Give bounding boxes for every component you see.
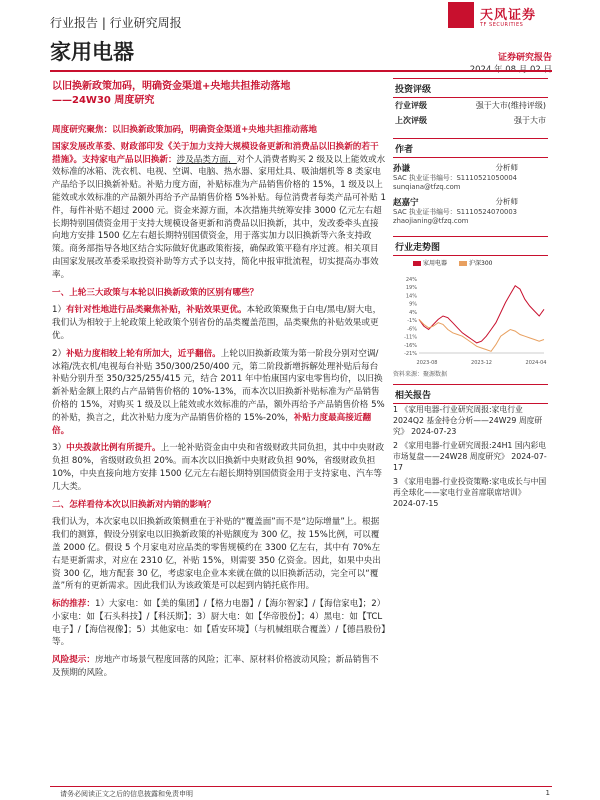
- series-line: [419, 286, 544, 343]
- company-logo: [448, 2, 548, 32]
- policy-underline: 涉及品类方面，: [176, 154, 237, 165]
- main-column: [52, 124, 386, 685]
- report-title-line2: ——24W30 周度研究: [52, 95, 155, 106]
- risk-text: 房地产市场景气程度回落的风险；汇率、原材料价格波动风险；新品销售不及预期的风险。: [52, 655, 379, 679]
- author-header: 作者: [393, 138, 548, 158]
- related-header: 相关报告: [393, 384, 548, 404]
- legend-label: 沪深300: [469, 260, 493, 267]
- trend-chart-svg: [393, 275, 548, 367]
- doc-type: 证券研究报告: [497, 53, 552, 63]
- legend-swatch-icon: [413, 261, 421, 266]
- section-heading-2: 二、怎样看待本次以旧换新对内销的影响？: [52, 499, 216, 510]
- report-title: [52, 80, 382, 108]
- section1-point1: [52, 304, 386, 342]
- logo-en-text: TF SECURITIES: [480, 22, 524, 28]
- y-tick-label: 9%: [409, 301, 417, 308]
- y-tick-label: 24%: [405, 277, 417, 283]
- y-tick-label: -6%: [407, 326, 417, 333]
- legend-swatch-icon: [459, 261, 467, 266]
- point-text: 本轮政策聚焦于白电/黑电/厨大电，我们认为相较于上轮政策上轮政策个别省份的品类覆盖范围，品类聚焦的补贴效果或更优。: [52, 305, 382, 341]
- targets-text: 1）大家电：如【美的集团】/【格力电器】/【海尔智家】/【海信家电】；2）小家电：如【石头科技】/【科沃斯】；3）厨大电：如【华帝股份】；4）黑电：如【TCL 电子】/【海信视像】；5）其他家电：如【盾安环境】（与机械组联合覆盖）/【德昌股份】等。: [52, 599, 386, 648]
- report-date: [470, 63, 552, 75]
- series-line: [419, 319, 544, 351]
- point-number: 2）: [52, 348, 67, 359]
- author-email[interactable]: sunqiana@tfzq.com: [393, 183, 461, 191]
- rating-label: 行业评级: [395, 101, 427, 110]
- y-tick-label: -16%: [404, 342, 417, 349]
- rating-header: 投资评级: [393, 78, 548, 98]
- related-item[interactable]: 3 《家用电器-行业投资策略:家电成长与中国再全球化——家电行业首席联席培训》 2024-07-15: [393, 477, 547, 508]
- rating-row: [393, 98, 548, 113]
- y-tick-label: 14%: [405, 293, 417, 300]
- point-highlight: 补贴力度最高接近翻倍。: [52, 412, 372, 436]
- risk-paragraph: [52, 654, 386, 680]
- chart-legend: [393, 256, 548, 269]
- author-cert: SAC 执业证书编号：S1110521050004: [393, 174, 517, 182]
- point-text: 上轮以旧换新政策为第一阶段分别对空调/冰箱/洗衣机/电视每台补贴 350/300/250/400 元，第二阶段新增拆解处理补贴后每台补贴分别升至 350/325/255/415 元，结合 2011 年中怡康国内家电零售均价，以旧换新补贴金额上限约占产品销售价格的 10%-13%，而本次以旧换新补贴标准为产品销售价格的 15%，对购买 1 级及以上能效或水效标准的产品，额外再给予产品销售价格 5%的补贴，换言之，此次补贴力度为产品销售价格的 15%-20%，: [52, 348, 385, 423]
- trend-header: 行业走势图: [393, 236, 548, 256]
- footer-disclaimer: 请务必阅读正文之后的信息披露和免责申明: [60, 790, 193, 798]
- y-tick-label: -1%: [407, 318, 417, 325]
- author-cert: SAC 执业证书编号：S1110524070003: [393, 208, 517, 216]
- author-entry: [393, 196, 548, 226]
- x-tick-label: 2023-08: [416, 360, 438, 366]
- related-list: [393, 404, 548, 509]
- author-entry: [393, 162, 548, 192]
- rating-row: [393, 113, 548, 128]
- summary-heading: 周度研究聚焦：以旧换新政策加码，明确资金渠道+央地共担推动落地: [52, 125, 318, 135]
- point-number: 3）: [52, 443, 67, 454]
- section1-point2: [52, 348, 386, 438]
- page-number: 1: [545, 789, 550, 797]
- legend-label: 家用电器: [423, 260, 448, 267]
- point-text: 上一轮补贴资金由中央和省级财政共同负担，其中中央财政负担 80%，省级财政负担 20%。而本次以旧换新中央财政负担 90%，省级财政负担 10%，中央直接向地方安排 1500 亿元左右超长期特别国债资金用于支持家电、汽车等几大类。: [52, 443, 385, 492]
- logo-cn-text: 天风证券: [480, 8, 537, 23]
- sidebar: [393, 76, 548, 512]
- author-role: 分析师: [495, 197, 518, 206]
- targets-label: 标的推荐：: [52, 599, 95, 610]
- targets-paragraph: [52, 598, 386, 649]
- industry-title: 家用电器: [50, 40, 134, 64]
- point-lead: 有针对性地进行品类聚焦补贴，补贴效果更优。: [66, 305, 247, 316]
- point-lead: 补贴力度相较上轮有所加大，近乎翻倍。: [66, 348, 221, 359]
- legend-item: [413, 258, 447, 267]
- author-name: 赵嘉宁: [393, 198, 419, 208]
- policy-lead: 国家发展改革委、财政部印发《关于加力支持大规模设备更新和消费品以旧换新的若干措施》。支持家电产品以旧换新：: [52, 141, 379, 165]
- section1-point3: [52, 442, 386, 493]
- y-tick-label: -11%: [404, 334, 417, 341]
- y-tick-label: 4%: [409, 309, 417, 316]
- section-heading-1: 一、上轮三大政策与本轮以旧换新政策的区别有哪些？: [52, 287, 259, 298]
- policy-rest: 对个人消费者购买 2 级及以上能效或水效标准的冰箱、洗衣机、电视、空调、电脑、热水器、家用灶具、吸油烟机等 8 类家电产品给予以旧换新补贴。补贴力度方面，补贴标准为产品销售价格的 15%，1 级及以上能效或水效标准的产品额外再给予产品销售价格 5%补贴。每位消费者每类产品可补贴 1 件，每件补贴不超过 2000 元。资金来源方面，本次措施共统筹安排 3000 亿元左右超长期特别国债资金用于支持大规模设备更新和消费品以旧换新，其中，发改委牵头直接向地方安排 1500 亿左右超长期特别国债资金，用于落实加力以旧换新等六条支持政策。商务部指导各地区结合实际做好优惠政策衔接，确保政策平稳有序过渡。相关项目由国家发展改革委采取投资补助等方式予以支持，简化申报审批流程，切实提高办事效率。: [52, 154, 386, 280]
- author-name: 孙谦: [393, 164, 411, 174]
- related-item[interactable]: 2 《家用电器-行业研究周报:24H1 国内彩电市场复盘——24W28 周度研究》 2024-07-17: [393, 441, 547, 472]
- trend-chart: [393, 275, 548, 367]
- x-tick-label: 2023-12: [471, 360, 492, 366]
- author-role: 分析师: [495, 163, 518, 172]
- related-item[interactable]: 1 《家用电器-行业研究周报:家电行业 2024Q2 基金持仓分析——24W29 周度研究》 2024-07-23: [393, 405, 543, 436]
- footer-rule: [50, 786, 552, 787]
- logo-mark-icon: [448, 2, 474, 28]
- report-title-line1: 以旧换新政策加码，明确资金渠道+央地共担推动落地: [52, 81, 291, 92]
- legend-item: [459, 258, 492, 267]
- rating-value: 强于大市: [514, 116, 546, 125]
- report-category-label: 行业报告 | 行业研究周报: [50, 16, 182, 30]
- y-tick-label: 19%: [405, 285, 417, 292]
- header-rule: [50, 70, 552, 72]
- y-tick-label: -21%: [404, 351, 417, 357]
- author-email[interactable]: zhaojianing@tfzq.com: [393, 217, 469, 225]
- point-number: 1）: [52, 305, 67, 316]
- x-tick-label: 2024-04: [525, 360, 547, 366]
- point-lead: 中央拨款比例有所提升。: [66, 443, 161, 454]
- rating-value: 强于大市(维持评级): [475, 101, 546, 110]
- section2-paragraph: 我们认为，本次家电以旧换新政策侧重在于补贴的“覆盖面”而不是“边际增量”上。根据我们的测算，假设分别家电以旧换新政策的补贴额度为 300 亿，按 15%比例，可以覆盖 2000 亿。假设 5 个月家电对应品类的零售规模约在 3300 亿左右，其中有 70%左右是更新需求，对应在 2310 亿，补贴 15%，则需要 350 亿资金。因此，如果中央出资 300 亿，地方配套 30 亿，考虑家电企业本来就在做的以旧换新活动，完全可以“覆盖”所有的更新需求。因此我们认为该政策是可以起到内销托底作用。: [52, 517, 381, 592]
- risk-label: 风险提示：: [52, 655, 95, 666]
- paragraph-policy: [52, 141, 386, 282]
- rating-label: 上次评级: [395, 116, 427, 125]
- chart-source: 资料来源：聚源数据: [393, 371, 448, 378]
